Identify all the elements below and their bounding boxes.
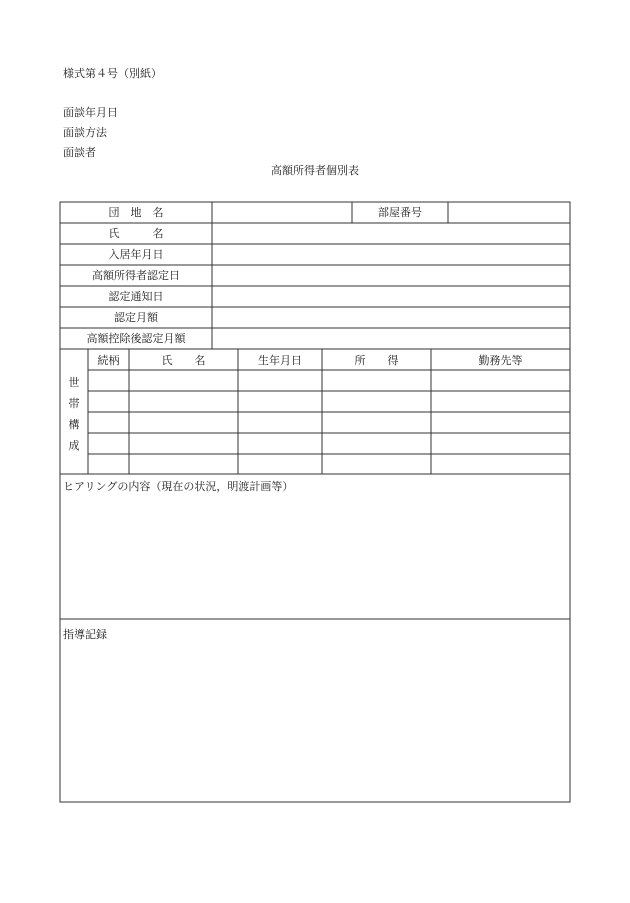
move-in-date-label: 入居年月日 [108, 248, 164, 261]
column-header-workplace: 勤務先等 [478, 354, 523, 367]
guidance-label: 指導記録 [63, 628, 107, 641]
household-label-char: 世 [68, 376, 80, 389]
deducted-cert-monthly-amount-field[interactable] [213, 329, 569, 348]
interview-method-label: 面談方法 [63, 126, 107, 139]
interview-date-label: 面談年月日 [63, 106, 118, 119]
interviewer-label: 面談者 [63, 146, 96, 159]
table-row[interactable] [89, 413, 569, 432]
move-in-date-field[interactable] [213, 245, 569, 264]
complex-name-label: 団 地 名 [108, 206, 164, 219]
guidance-content-area[interactable] [61, 644, 569, 801]
deducted-cert-monthly-amount-label: 高額控除後認定月額 [86, 332, 186, 345]
household-label-char: 帯 [68, 397, 80, 410]
cert-monthly-amount-label: 認定月額 [114, 311, 158, 324]
table-row[interactable] [89, 455, 569, 473]
name-label: 氏 名 [108, 227, 164, 240]
cert-monthly-amount-field[interactable] [213, 308, 569, 327]
form-title: 高額所得者個別表 [271, 164, 359, 177]
high-income-cert-date-label: 高額所得者認定日 [92, 269, 180, 282]
complex-name-field[interactable] [213, 203, 351, 222]
cert-notice-date-label: 認定通知日 [108, 290, 164, 303]
name-field[interactable] [213, 224, 569, 243]
column-header-name: 氏 名 [161, 354, 206, 367]
form-number: 様式第４号（別紙） [63, 67, 162, 80]
column-header-birthdate: 生年月日 [258, 354, 302, 367]
high-income-cert-date-field[interactable] [213, 266, 569, 285]
room-number-field[interactable] [449, 203, 569, 222]
household-label-char: 構 [68, 418, 80, 431]
table-row[interactable] [89, 371, 569, 390]
room-number-label: 部屋番号 [378, 206, 422, 219]
table-row[interactable] [89, 434, 569, 453]
column-header-income: 所 得 [354, 354, 399, 367]
household-label-char: 成 [68, 439, 80, 452]
table-row[interactable] [89, 392, 569, 411]
hearing-content-area[interactable] [61, 496, 569, 618]
column-header-relation: 続柄 [97, 354, 120, 367]
hearing-label: ヒアリングの内容（現在の状況，明渡計画等） [63, 480, 294, 493]
cert-notice-date-field[interactable] [213, 287, 569, 306]
